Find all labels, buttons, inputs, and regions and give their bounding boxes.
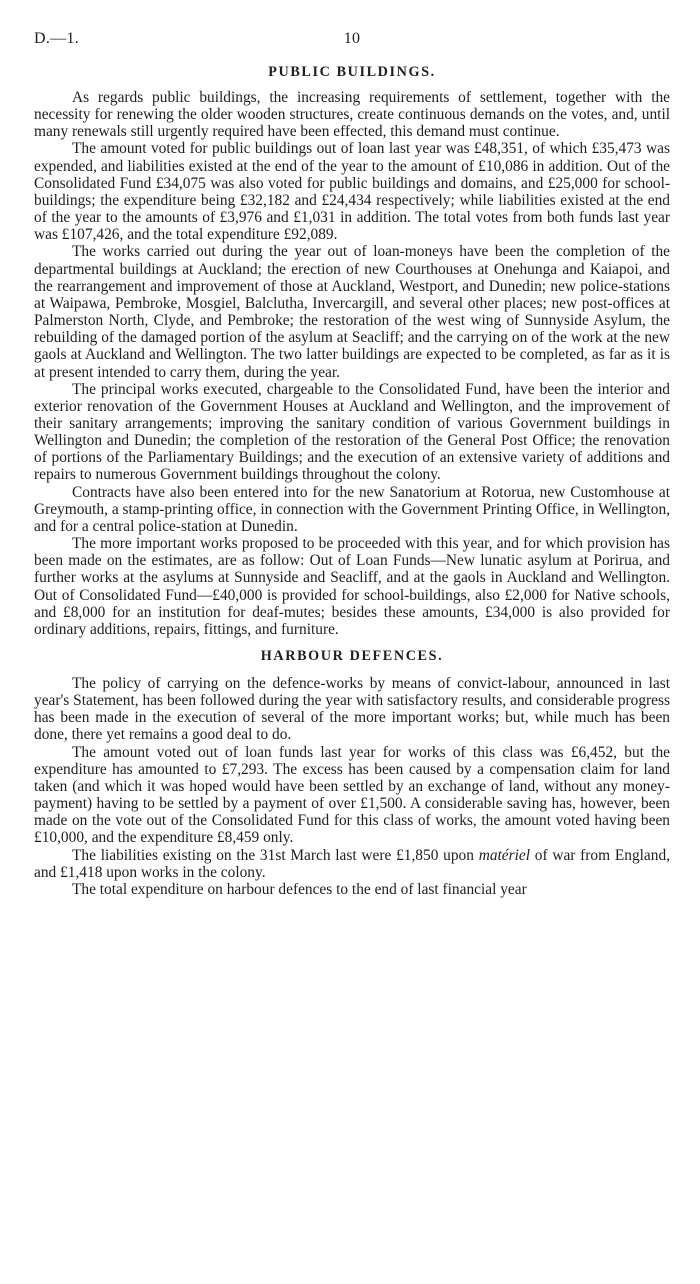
- paragraph: The amount voted for public buildings out of loan last year was £48,351, of which £35,473 was expended, and liabilities existed at the end of the year to the amount of £10,086 in addition. Out of the Consolidated Fund £34,075 was also voted for public buildings and domains, and £25,000 for school-buildings; the expenditure being £32,182 and £24,434 respectively; while liabilities existed at the end of the year to the amounts of £3,976 and £1,031 in addition. The total votes from both funds last year was £107,426, and the total expenditure £92,089.: [34, 140, 670, 244]
- paragraph: The amount voted out of loan funds last year for works of this class was £6,452, but the expenditure has amounted to £7,293. The excess has been caused by a compensation claim for land taken (and which it was hoped would have been settled by an exchange of land, without any money-payment) having to be settled by a payment of over £1,500. A considerable saving has, however, been made on the vote out of the Consolidated Fund for this class of works, the amount voted having been £10,000, and the expenditure £8,459 only.: [34, 743, 670, 847]
- page-number: 10: [343, 30, 361, 47]
- running-header: [34, 30, 670, 58]
- paragraph: Contracts have also been entered into for the new Sanatorium at Rotorua, new Customhouse at Greymouth, a stamp-printing office, in connection with the Government Printing Office, in Wellington, and for a central police-station at Dunedin.: [34, 483, 670, 535]
- paragraph: [34, 847, 670, 881]
- italic-term: matériel: [478, 846, 530, 864]
- paragraph: The principal works executed, chargeable to the Consolidated Fund, have been the interior and exterior renovation of the Government Houses at Auckland and Wellington, and the improvement of their sanitary arrangements; improving the sanitary condition of various Government buildings in Wellington and Dunedin; the completion of the restoration of the General Post Office; the renovation of portions of the Parliamentary Buildings; and the execution of an extensive variety of additions and repairs to numerous Government buildings throughout the colony.: [34, 380, 670, 484]
- section-heading: HARBOUR DEFENCES.: [260, 648, 444, 664]
- document-reference: D.—1.: [34, 30, 80, 47]
- paragraph-text: of war from England, and £1,418 upon works in the colony.: [34, 846, 670, 881]
- paragraph-text: The liabilities existing on the 31st March last were £1,850 upon: [72, 846, 479, 864]
- paragraph: The more important works proposed to be proceeded with this year, and for which provision has been made on the estimates, are as follow: Out of Loan Funds—New lunatic asylum at Porirua, and further works at the asylums at Sunnyside and Seacliff, and at the gaols in Auckland and Wellington. Out of Consolidated Fund—£40,000 is provided for school-buildings, also £2,000 for Native schools, and £8,000 for an institution for deaf-mutes; besides these amounts, £34,000 is also provided for ordinary additions, repairs, fittings, and furniture.: [34, 535, 670, 638]
- section-heading: PUBLIC BUILDINGS.: [268, 64, 436, 80]
- section-harbour-defences: [34, 648, 670, 898]
- paragraph: As regards public buildings, the increasing requirements of settlement, together with the necessity for renewing the older wooden structures, create continuous demands on the votes, and, until many renewals still urgently required have been effected, this demand must continue.: [34, 89, 670, 141]
- paragraph: The works carried out during the year out of loan-moneys have been the completion of the departmental buildings at Auckland; the erection of new Courthouses at Onehunga and Kaiapoi, and the rearrangement and improvement of those at Auckland, Westport, and Dunedin; new police-stations at Waipawa, Pembroke, Mosgiel, Balclutha, Invercargill, and several other places; new post-offices at Palmerston North, Clyde, and Pembroke; the restoration of the west wing of Sunnyside Asylum, the rebuilding of the damaged portion of the asylum at Seacliff; and the carrying on of the work at the new gaols at Auckland and Wellington. The two latter buildings are expected to be completed, as far as it is at present intended to carry them, during the year.: [34, 243, 670, 381]
- paragraph: The policy of carrying on the defence-works by means of convict-labour, announced in last year's Statement, has been followed during the year with satisfactory results, and considerable progress has been made in the execution of several of the more important works; but, while much has been done, there yet remains a good deal to do.: [34, 675, 670, 744]
- section-public-buildings: [34, 64, 670, 638]
- paragraph: The total expenditure on harbour defences to the end of last financial year: [72, 880, 527, 898]
